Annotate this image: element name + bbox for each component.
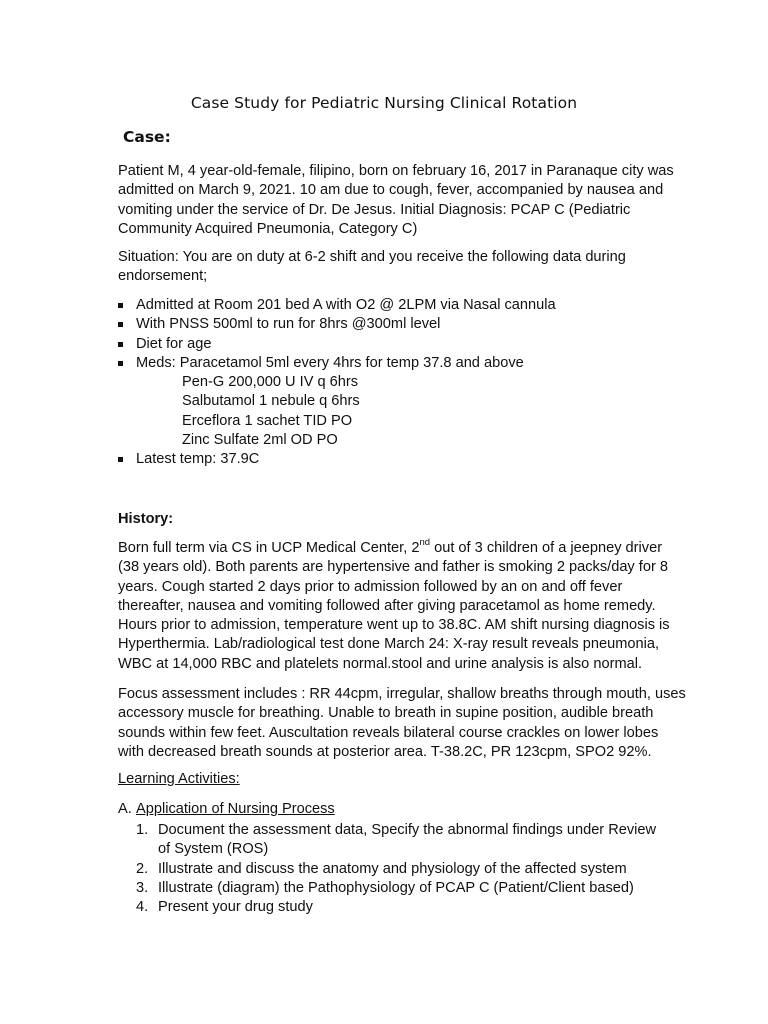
history-line: (38 years old). Both parents are hypertensive and father is smoking 2 packs/day for 8 <box>118 559 668 576</box>
list-item-text: Document the assessment data, Specify the abnormal findings under Review <box>158 822 657 838</box>
activities-list <box>136 821 656 917</box>
history-line: Hours prior to admission, temperature went up to 38.8C. AM shift nursing diagnosis is <box>118 617 670 634</box>
med-sub-item: Salbutamol 1 nebule q 6hrs <box>182 393 360 410</box>
med-sub-item: Zinc Sulfate 2ml OD PO <box>182 432 338 449</box>
case-line: vomiting under the service of Dr. De Jesus. Initial Diagnosis: PCAP C (Pediatric <box>118 201 631 218</box>
list-item <box>136 879 656 898</box>
case-heading: Case: <box>123 128 171 146</box>
section-a <box>118 801 335 817</box>
list-item-text: Illustrate and discuss the anatomy and physiology of the affected system <box>158 860 627 877</box>
med-sub-item: Pen-G 200,000 U IV q 6hrs <box>182 374 359 391</box>
case-line: admitted on March 9, 2021. 10 am due to cough, fever, accompanied by nausea and <box>118 182 664 199</box>
list-item-text: Diet for age <box>136 335 212 352</box>
list-number: 1. <box>136 822 149 838</box>
list-item <box>118 296 738 315</box>
situation-line: Situation: You are on duty at 6-2 shift and you receive the following data during <box>118 249 626 265</box>
focus-line: with decreased breath sounds at posterior area. T-38.2C, PR 123cpm, SPO2 92%. <box>118 743 652 760</box>
ordinal-suffix: nd <box>419 537 431 549</box>
history-line: WBC at 14,000 RBC and platelets normal.stool and urine analysis is also normal. <box>118 655 643 672</box>
endorsement-list <box>118 296 738 470</box>
med-sub-item: Erceflora 1 sachet TID PO <box>182 412 353 429</box>
list-item-text: Meds: Paracetamol 5ml every 4hrs for temp 37.8 and above <box>136 354 524 371</box>
square-bullet-icon <box>118 342 123 347</box>
square-bullet-icon <box>118 457 123 462</box>
history-heading: History: <box>118 511 174 527</box>
list-item <box>118 354 738 450</box>
history-line: thereafter, nausea and vomiting followed after giving paracetamol as home remedy. <box>118 597 656 614</box>
learning-activities-heading: Learning Activities: <box>118 771 240 787</box>
list-number: 2. <box>136 860 149 877</box>
square-bullet-icon <box>118 322 123 327</box>
situation-paragraph <box>118 248 738 287</box>
history-line: years. Cough started 2 days prior to admission followed by an on and off fever <box>118 578 623 595</box>
list-number: 3. <box>136 879 149 896</box>
list-item-text: Latest temp: 37.9C <box>136 451 260 468</box>
list-item <box>136 860 656 879</box>
square-bullet-icon <box>118 303 123 308</box>
list-item <box>136 898 656 917</box>
case-paragraph <box>118 162 738 239</box>
history-line <box>118 539 738 558</box>
list-number: 4. <box>136 899 149 916</box>
history-line: Hyperthermia. Lab/radiological test done March 24: X-ray result reveals pneumonia, <box>118 636 660 653</box>
case-line: Patient M, 4 year-old-female, filipino, born on february 16, 2017 in Paranaque city was <box>118 163 674 179</box>
section-letter: A. <box>118 801 132 817</box>
square-bullet-icon <box>118 361 123 366</box>
list-item-text: Illustrate (diagram) the Pathophysiology of PCAP C (Patient/Client based) <box>158 879 634 896</box>
list-item-text: Admitted at Room 201 bed A with O2 @ 2LPM via Nasal cannula <box>136 297 556 313</box>
list-item <box>118 315 738 334</box>
list-item <box>118 335 738 354</box>
list-item-text: Present your drug study <box>158 899 313 916</box>
case-line: Community Acquired Pneumonia, Category C) <box>118 220 418 237</box>
focus-line: Focus assessment includes : RR 44cpm, irregular, shallow breaths through mouth, uses <box>118 686 686 702</box>
history-line-text: Born full term via CS in UCP Medical Center, 2 <box>118 540 420 556</box>
list-item <box>136 821 656 860</box>
focus-line: sounds within few feet. Auscultation reveals bilateral course crackles on lower lobes <box>118 724 659 741</box>
focus-line: accessory muscle for breathing. Unable to breath in supine position, audible breath <box>118 705 654 722</box>
list-item <box>118 450 738 469</box>
focus-paragraph <box>118 685 738 762</box>
history-line-text: out of 3 children of a jeepney driver <box>430 540 663 556</box>
page-title: Case Study for Pediatric Nursing Clinical Rotation <box>190 94 578 112</box>
situation-line: endorsement; <box>118 268 208 285</box>
history-paragraph <box>118 539 738 674</box>
list-item-text: With PNSS 500ml to run for 8hrs @300ml level <box>136 316 441 333</box>
list-item-text: of System (ROS) <box>158 841 269 858</box>
section-label: Application of Nursing Process <box>136 801 335 817</box>
